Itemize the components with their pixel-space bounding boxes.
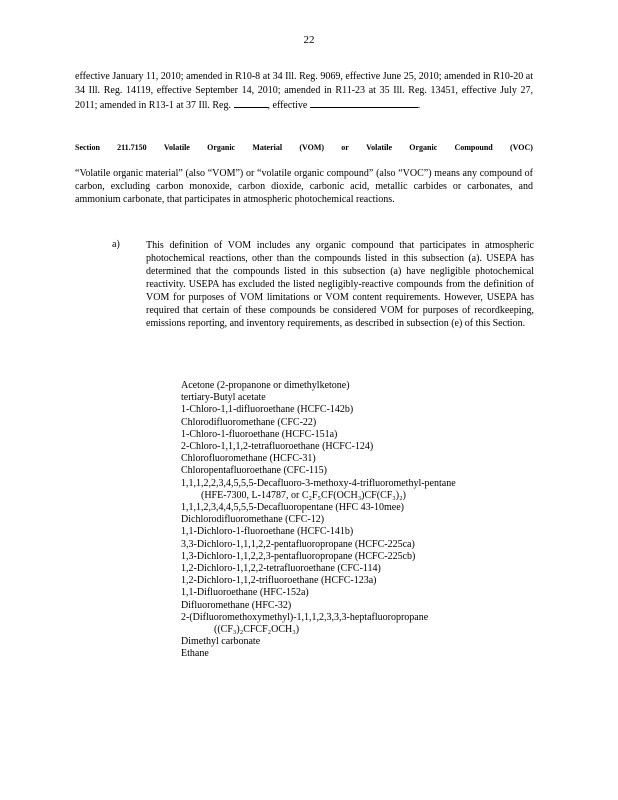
list-item: 1,3-Dichloro-1,1,2,2,3-pentafluoropropane (HCFC-225cb)	[181, 550, 416, 562]
list-item-continuation: (HFE-7300, L-14787, or C₂F₅CF(OCH₃)CF(CF₃)₂)	[201, 489, 406, 501]
history-end: .	[417, 100, 421, 111]
list-item: 1,1,1,2,2,3,4,5,5,5-Decafluoro-3-methoxy-4-trifluoromethyl-pentane	[181, 477, 456, 489]
section-word: (VOC)	[509, 143, 533, 152]
list-item: 2-Chloro-1,1,1,2-tetrafluoroethane (HCFC-124)	[181, 441, 374, 453]
list-item: 1-Chloro-1-fluoroethane (HCFC-151a)	[181, 428, 338, 440]
section-word: Material	[252, 143, 283, 152]
list-item: 3,3-Dichloro-1,1,1,2,2-pentafluoropropane (HCFC-225ca)	[181, 538, 415, 550]
list-item-continuation: ((CF₃)₂CFCF₂OCH₃)	[214, 624, 300, 636]
list-item: Ethane	[181, 648, 209, 660]
section-word: Organic	[207, 143, 236, 152]
section-heading	[75, 143, 533, 152]
list-item: 1,1,1,2,3,4,4,5,5,5-Decafluoropentane (HFC 43-10mee)	[181, 502, 404, 514]
section-word: (VOM)	[299, 143, 325, 152]
amendment-history	[75, 70, 533, 113]
list-item: Dichlorodifluoromethane (CFC-12)	[181, 514, 325, 526]
list-item: tertiary-Butyl acetate	[181, 392, 266, 404]
list-item: 1-Chloro-1,1-difluoroethane (HCFC-142b)	[181, 404, 354, 416]
history-tail: , effective	[267, 100, 308, 111]
section-word: Volatile	[163, 143, 190, 152]
list-item: Chloropentafluoroethane (CFC-115)	[181, 465, 327, 477]
list-item: 1,2-Dichloro-1,1,2,2-tetrafluoroethane (CFC-114)	[181, 563, 381, 575]
blank-register-page	[234, 98, 268, 108]
list-item: 1,1-Dichloro-1-fluoroethane (HCFC-141b)	[181, 526, 354, 538]
subsection-text: This definition of VOM includes any organic compound that participates in atmospheric photochemical reactions, other than the compounds listed in this subsection (a). USEPA has determined that the compounds listed in this subsection (a) have negligible photochemical reactivity. USEPA has excluded the listed negligibly-reactive compounds from the definition of VOM for purposes of VOM limitations or VOM content requirements. However, USEPA has required that certain of these compounds be considered VOM for purposes of recordkeeping, emissions reporting, and inventory requirements, as described in subsection (e) of this Section.	[146, 240, 534, 329]
page-number: 22	[303, 34, 315, 46]
compound-list	[181, 380, 511, 661]
list-item: 1,1-Difluoroethane (HFC-152a)	[181, 587, 309, 599]
list-item: Difluoromethane (HFC-32)	[181, 599, 292, 611]
list-item: Chlorofluoromethane (HCFC-31)	[181, 453, 316, 465]
section-number: 211.7150	[117, 143, 147, 152]
section-word: Section	[75, 143, 100, 152]
list-item: Dimethyl carbonate	[181, 636, 261, 648]
list-item: 1,2-Dichloro-1,1,2-trifluoroethane (HCFC-123a)	[181, 575, 377, 587]
section-word: Volatile	[366, 143, 393, 152]
section-word: Organic	[409, 143, 438, 152]
section-word: or	[341, 143, 349, 152]
history-text: effective January 11, 2010; amended in R10-8 at 34 Ill. Reg. 9069, effective June 25, 2010; amended in R10-20 at 34 Ill. Reg. 14119, effective September 14, 2010; amended in R11-23 at 35 Ill. Reg. 13451, effective July 27, 2011; amended in R13-1 at 37 Ill. Reg.	[75, 71, 533, 111]
blank-effective-date	[310, 98, 418, 108]
list-item: Acetone (2-propanone or dimethylketone)	[181, 380, 350, 391]
section-word: Compound	[454, 143, 493, 152]
definition-paragraph: “Volatile organic material” (also “VOM”) or “volatile organic compound” (also “VOC”) means any compound of carbon, excluding carbon monoxide, carbon dioxide, carbonic acid, metallic carbides or carbonates, and ammonium carbonate, that participates in atmospheric photochemical reactions.	[75, 168, 533, 205]
list-item: Chlorodifluoromethane (CFC-22)	[181, 416, 317, 428]
subsection-label: a)	[112, 239, 120, 250]
list-item: 2-(Difluoromethoxymethyl)-1,1,1,2,3,3,3-heptafluoropropane	[181, 611, 429, 623]
